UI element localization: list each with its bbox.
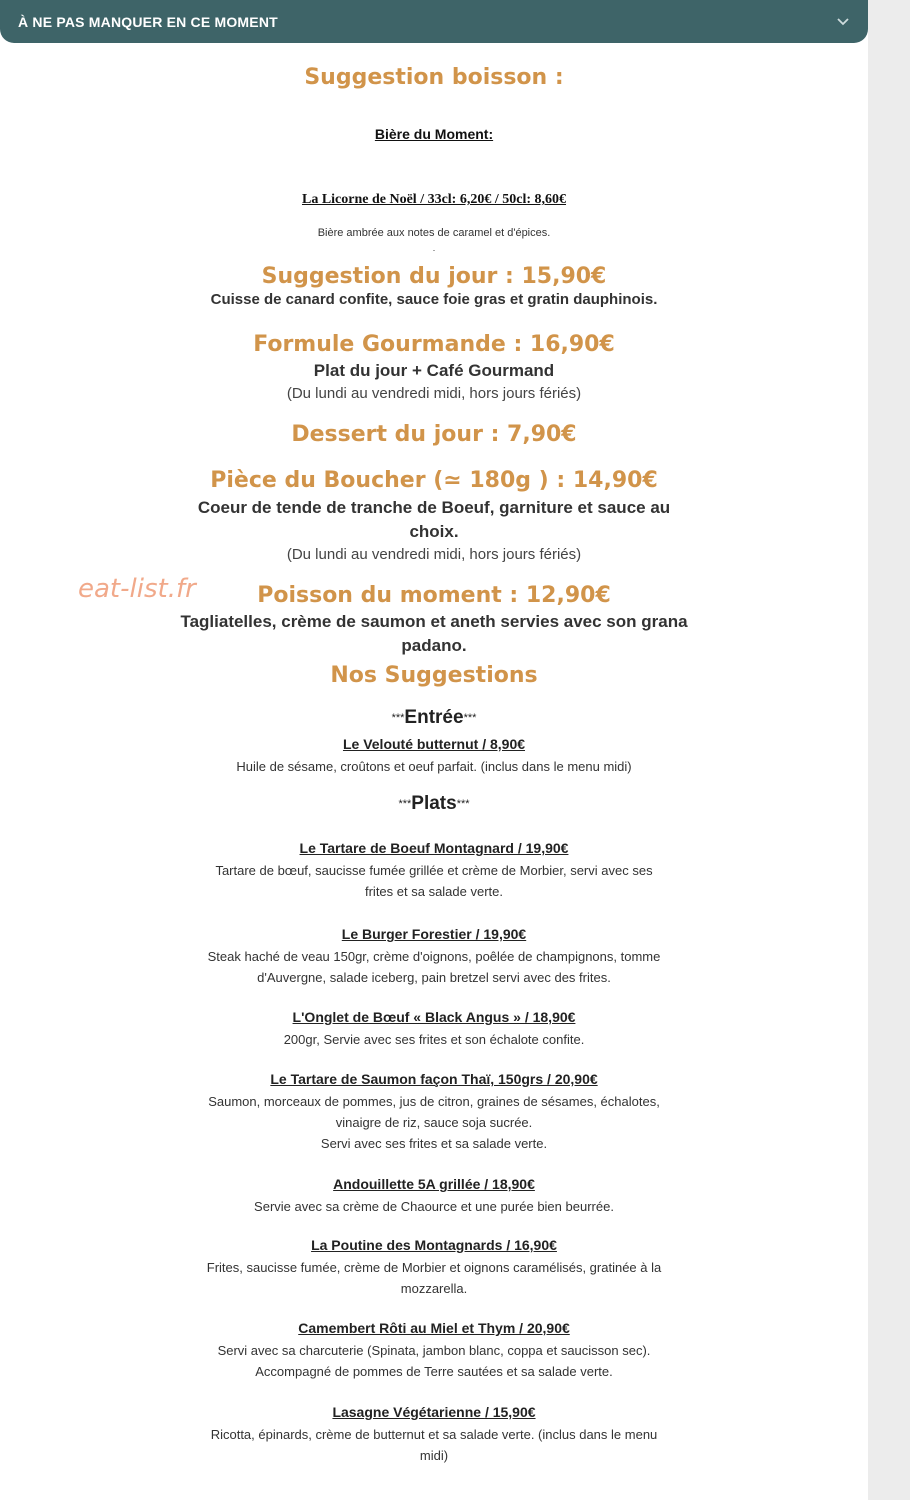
plat-item-desc: Accompagné de pommes de Terre sautées et sa salade verte. [255,1364,613,1379]
chevron-down-icon[interactable] [834,13,852,31]
plat-item-desc: 200gr, Servie avec ses frites et son échalote confite. [283,1032,585,1047]
suggestion-jour-heading: Suggestion du jour : 15,90€ [261,264,607,289]
drink-heading: Suggestion boisson : [304,65,564,90]
plat-item-desc: Servi avec sa charcuterie (Spinata, jambon blanc, coppa et saucisson sec). [217,1343,651,1358]
beer-line: La Licorne de Noël / 33cl: 6,20€ / 50cl: 8,60€ [301,192,567,207]
entree-title [0,707,868,729]
plat-item-desc: vinaigre de riz, sauce soja sucrée. [335,1115,533,1130]
plat-item-desc: frites et sa salade verte. [364,884,503,899]
dessert-heading: Dessert du jour : 7,90€ [291,422,577,447]
beer-description: Bière ambrée aux notes de caramel et d'épices. [317,227,551,239]
accordion-header[interactable] [0,0,868,43]
boucher-heading: Pièce du Boucher (≃ 180g ) : 14,90€ [210,468,658,493]
plat-item-title: Lasagne Végétarienne / 15,90€ [332,1404,536,1420]
formule-line: Plat du jour + Café Gourmand [313,361,555,380]
drink-subheading: Bière du Moment: [374,126,494,142]
accordion-title: À NE PAS MANQUER EN CE MOMENT [18,13,278,30]
formule-note: (Du lundi au vendredi midi, hors jours fériés) [286,385,582,402]
nos-suggestions-heading: Nos Suggestions [330,663,538,688]
entree-item-desc: Huile de sésame, croûtons et oeuf parfait. (inclus dans le menu midi) [236,759,632,774]
stars-right: *** [463,712,477,724]
plat-item-desc: Frites, saucisse fumée, crème de Morbier et oignons caramélisés, gratinée à la [206,1260,662,1275]
plat-item-desc: mozzarella. [400,1281,468,1296]
entree-item-title: Le Velouté butternut / 8,90€ [342,736,526,752]
plat-item-desc: Servi avec ses frites et sa salade verte. [320,1136,548,1151]
scrollbar[interactable] [868,0,910,1500]
plat-item-desc: Servie avec sa crème de Chaource et une purée bien beurrée. [254,1199,614,1214]
plats-title [0,793,868,815]
stars-right: *** [456,798,470,810]
plat-item-title: Camembert Rôti au Miel et Thym / 20,90€ [298,1320,570,1336]
suggestion-jour-desc: Cuisse de canard confite, sauce foie gras et gratin dauphinois. [210,291,658,308]
plat-item-desc: Tartare de bœuf, saucisse fumée grillée et crème de Morbier, servi avec ses [215,863,653,878]
stars-left: *** [398,798,412,810]
plat-item-desc: d'Auvergne, salade iceberg, pain bretzel servi avec des frites. [257,970,611,985]
boucher-desc: Coeur de tende de tranche de Boeuf, garniture et sauce au choix. [197,498,671,541]
poisson-desc: Tagliatelles, crème de saumon et aneth servies avec son grana padano. [180,612,688,655]
boucher-note: (Du lundi au vendredi midi, hors jours fériés) [286,546,582,563]
plats-label: Plats [411,793,457,814]
stars-left: *** [391,712,405,724]
entree-label: Entrée [404,707,464,728]
poisson-heading: Poisson du moment : 12,90€ [257,583,611,608]
plat-item-desc: midi) [419,1448,449,1463]
plat-item-title: La Poutine des Montagnards / 16,90€ [311,1237,557,1253]
plat-item-desc: Ricotta, épinards, crème de butternut et sa salade verte. (inclus dans le menu [210,1427,658,1442]
plat-item-title: L'Onglet de Bœuf « Black Angus » / 18,90€ [292,1009,576,1025]
plat-item-title: Le Tartare de Boeuf Montagnard / 19,90€ [299,840,569,856]
watermark: eat-list.fr [78,574,196,604]
plat-item-desc: Steak haché de veau 150gr, crème d'oignons, poêlée de champignons, tomme [207,949,661,964]
dot: . [432,243,436,253]
formule-heading: Formule Gourmande : 16,90€ [253,332,615,357]
plat-item-title: Andouillette 5A grillée / 18,90€ [333,1176,535,1192]
plat-item-title: Le Tartare de Saumon façon Thaï, 150grs / 20,90€ [270,1071,598,1087]
plat-item-title: Le Burger Forestier / 19,90€ [341,926,527,942]
plat-item-desc: Saumon, morceaux de pommes, jus de citron, graines de sésames, échalotes, [208,1094,660,1109]
